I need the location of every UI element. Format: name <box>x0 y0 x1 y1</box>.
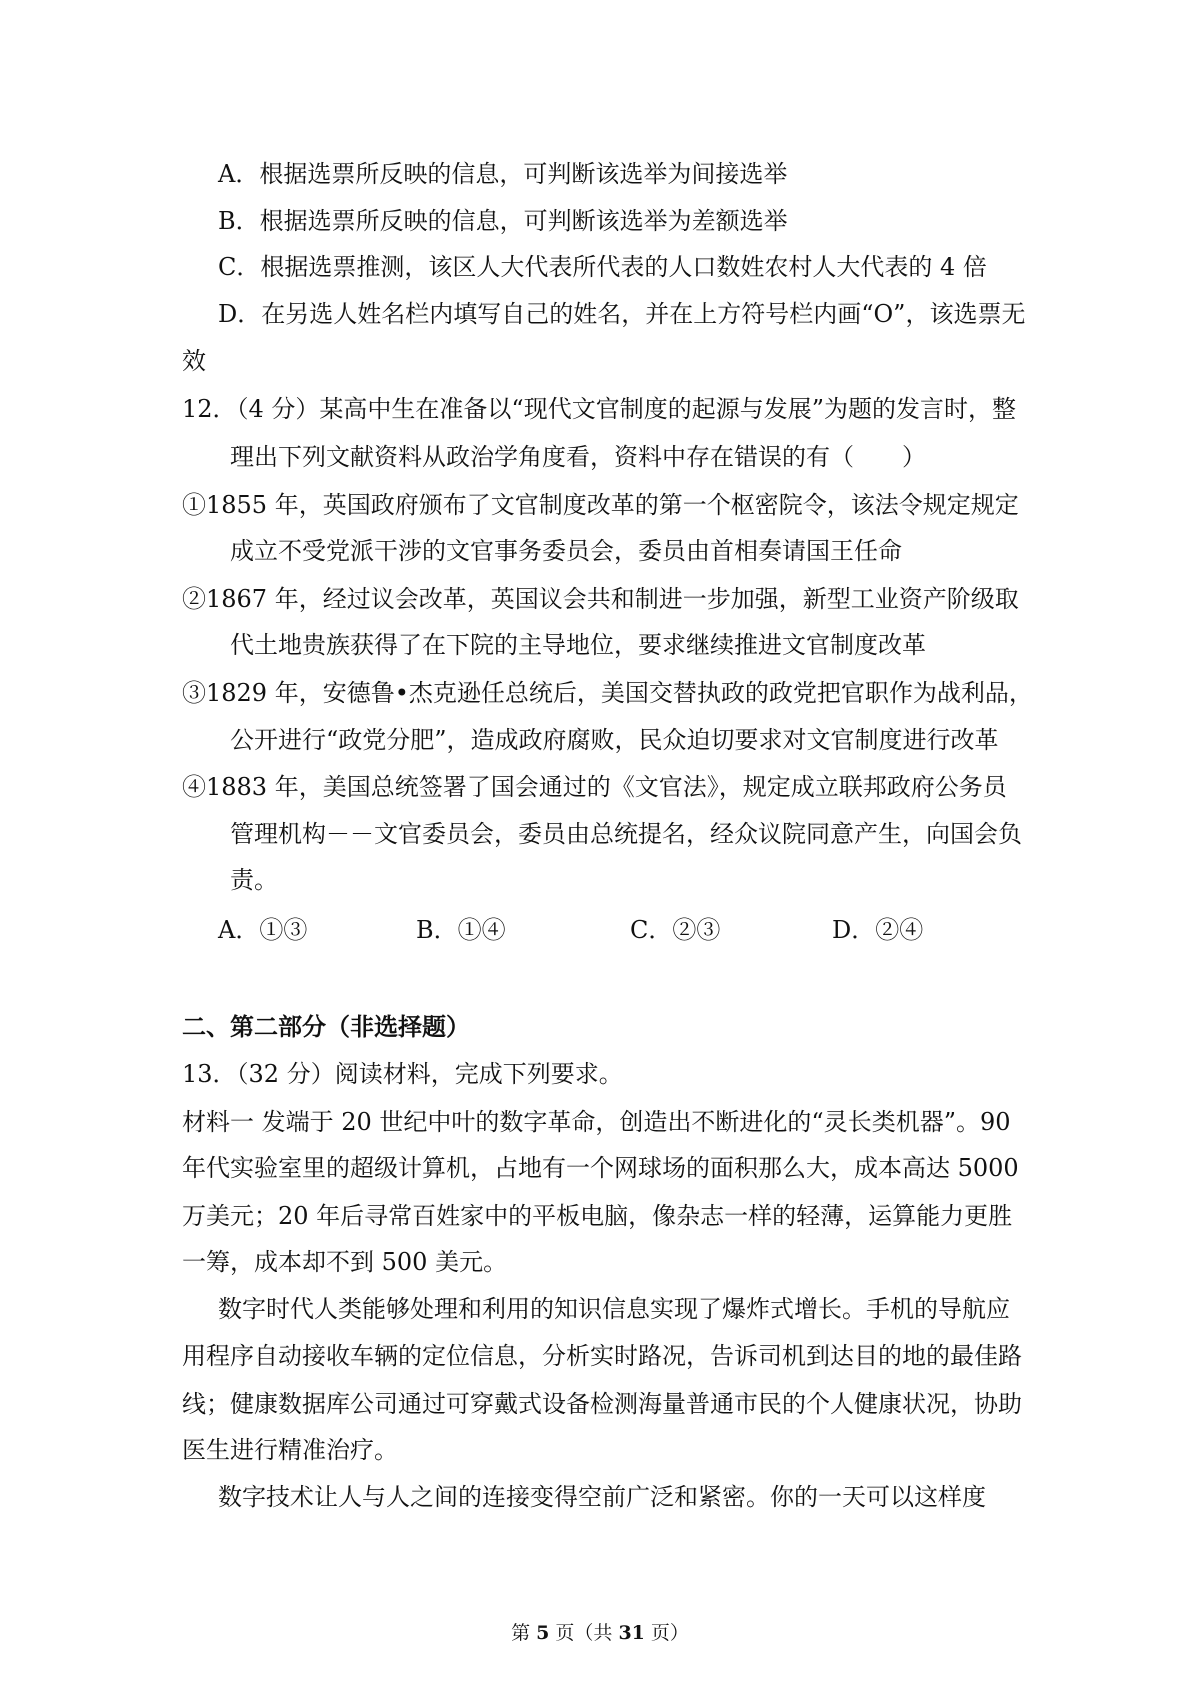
q13-paragraph2-line3: 线；健康数据库公司通过可穿戴式设备检测海量普通市民的个人健康状况，协助 <box>182 1390 1022 1418</box>
q12-stem-line1: 12．（4 分）某高中生在准备以“现代文官制度的起源与发展”为题的发言时，整 <box>182 395 1016 423</box>
footer-suffix: 页） <box>644 1622 689 1644</box>
q12-item2-line2: 代土地贵族获得了在下院的主导地位，要求继续推进文官制度改革 <box>230 631 926 659</box>
q11-option-d-line2: 效 <box>182 347 206 375</box>
q13-paragraph2-line2: 用程序自动接收车辆的定位信息，分析实时路况，告诉司机到达目的地的最佳路 <box>182 1342 1022 1370</box>
q12-item4-line1: ④1883 年，美国总统签署了国会通过的《文官法》，规定成立联邦政府公务员 <box>182 773 1007 801</box>
q11-option-d-line1: D．在另选人姓名栏内填写自己的姓名，并在上方符号栏内画“O”，该选票无 <box>218 300 1026 328</box>
q13-material1-line1: 材料一 发端于 20 世纪中叶的数字革命，创造出不断进化的“灵长类机器”。90 <box>182 1108 1011 1136</box>
footer-middle: 页（共 <box>549 1622 619 1644</box>
footer-prefix: 第 <box>511 1622 537 1644</box>
q12-choice-b: B．①④ <box>416 916 506 944</box>
q13-material1-line4: 一筹，成本却不到 500 美元。 <box>182 1248 508 1276</box>
q13-paragraph2-line1: 数字时代人类能够处理和利用的知识信息实现了爆炸式增长。手机的导航应 <box>218 1295 1010 1323</box>
q12-item1-line2: 成立不受党派干涉的文官事务委员会，委员由首相奏请国王任命 <box>230 537 902 565</box>
q13-paragraph3-line1: 数字技术让人与人之间的连接变得空前广泛和紧密。你的一天可以这样度 <box>218 1483 986 1511</box>
q12-item4-line2: 管理机构－－文官委员会，委员由总统提名，经众议院同意产生，向国会负 <box>230 820 1022 848</box>
section-heading: 二、第二部分（非选择题） <box>182 1012 470 1041</box>
page-footer <box>0 1621 1200 1645</box>
q12-item2-line1: ②1867 年，经过议会改革，英国议会共和制进一步加强，新型工业资产阶级取 <box>182 585 1019 613</box>
q11-option-c: C．根据选票推测，该区人大代表所代表的人口数姓农村人大代表的 4 倍 <box>218 253 987 281</box>
q13-material1-line2: 年代实验室里的超级计算机，占地有一个网球场的面积那么大，成本高达 5000 <box>182 1154 1019 1182</box>
q12-choice-c: C．②③ <box>630 916 721 944</box>
q13-material1-line3: 万美元；20 年后寻常百姓家中的平板电脑，像杂志一样的轻薄，运算能力更胜 <box>182 1202 1013 1230</box>
q11-option-a: A．根据选票所反映的信息，可判断该选举为间接选举 <box>218 160 788 188</box>
q11-option-b: B．根据选票所反映的信息，可判断该选举为差额选举 <box>218 207 788 235</box>
q12-choices <box>218 914 978 948</box>
footer-total-pages: 31 <box>618 1622 645 1644</box>
q12-choice-a: A．①③ <box>218 916 308 944</box>
q13-stem: 13．（32 分）阅读材料，完成下列要求。 <box>182 1060 623 1088</box>
q13-paragraph2-line4: 医生进行精准治疗。 <box>182 1436 398 1464</box>
q12-choice-d: D．②④ <box>832 916 924 944</box>
q12-item3-line1: ③1829 年，安德鲁•杰克逊任总统后，美国交替执政的政党把官职作为战利品， <box>182 679 1033 707</box>
footer-page-number: 5 <box>536 1622 550 1644</box>
q12-item4-line3: 责。 <box>230 866 278 894</box>
q12-stem-line2: 理出下列文献资料从政治学角度看，资料中存在错误的有（ ） <box>230 443 926 471</box>
q12-item1-line1: ①1855 年，英国政府颁布了文官制度改革的第一个枢密院令，该法令规定规定 <box>182 491 1019 519</box>
q12-item3-line2: 公开进行“政党分肥”，造成政府腐败，民众迫切要求对文官制度进行改革 <box>230 726 999 754</box>
